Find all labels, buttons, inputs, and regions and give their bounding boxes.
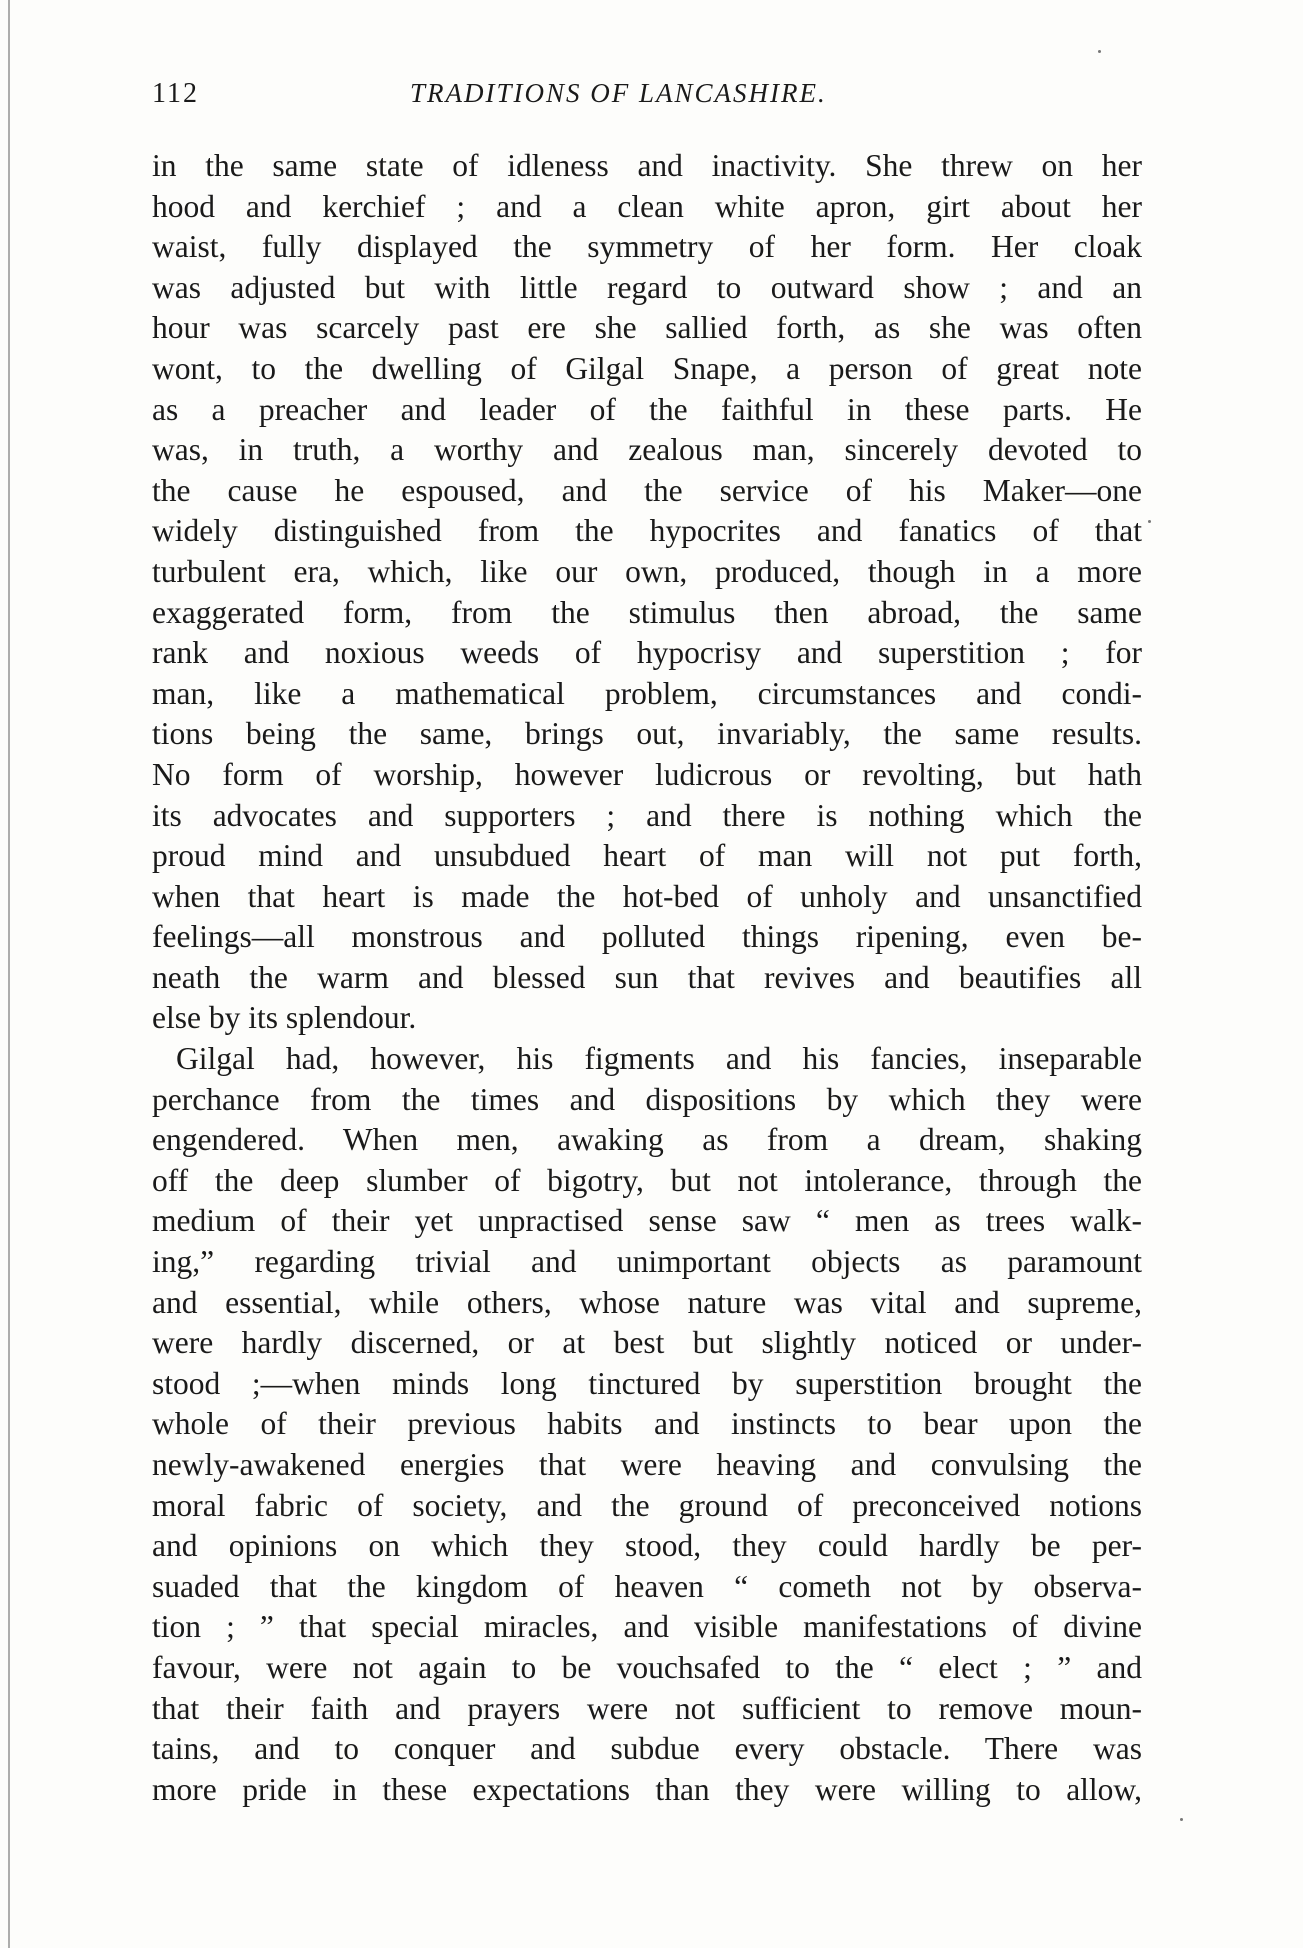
text-line: turbulent era, which, like our own, produced, though in a more bbox=[152, 553, 1142, 589]
text-line: hood and kerchief ; and a clean white apron, girt about her bbox=[152, 188, 1142, 224]
text-line: Gilgal had, however, his figments and his fancies, inseparable bbox=[176, 1041, 1142, 1077]
text-line: tions being the same, brings out, invariably, the same results. bbox=[152, 716, 1142, 752]
text-line: and opinions on which they stood, they could hardly be per- bbox=[152, 1528, 1142, 1564]
text-line: more pride in these expectations than they were willing to allow, bbox=[152, 1771, 1142, 1807]
text-line: exaggerated form, from the stimulus then abroad, the same bbox=[152, 594, 1142, 630]
text-line: moral fabric of society, and the ground of preconceived notions bbox=[152, 1487, 1142, 1523]
text-line: wont, to the dwelling of Gilgal Snape, a person of great note bbox=[152, 350, 1142, 386]
text-line: and essential, while others, whose nature was vital and supreme, bbox=[152, 1284, 1142, 1320]
text-line: the cause he espoused, and the service of his Maker—one bbox=[152, 472, 1142, 508]
text-line: as a preacher and leader of the faithful in these parts. He bbox=[152, 391, 1142, 427]
text-line: engendered. When men, awaking as from a dream, shaking bbox=[152, 1122, 1142, 1158]
text-line: medium of their yet unpractised sense saw “ men as trees walk- bbox=[152, 1203, 1142, 1239]
paragraph-2 bbox=[152, 1039, 1142, 1810]
text-line: was, in truth, a worthy and zealous man, sincerely devoted to bbox=[152, 432, 1142, 468]
text-line: tains, and to conquer and subdue every obstacle. There was bbox=[152, 1731, 1142, 1767]
text-line: perchance from the times and dispositions by which they were bbox=[152, 1081, 1142, 1117]
text-line: proud mind and unsubdued heart of man will not put forth, bbox=[152, 838, 1142, 874]
text-line: suaded that the kingdom of heaven “ cometh not by observa- bbox=[152, 1568, 1142, 1604]
text-line: off the deep slumber of bigotry, but not intolerance, through the bbox=[152, 1162, 1142, 1198]
text-line: hour was scarcely past ere she sallied forth, as she was often bbox=[152, 310, 1142, 346]
running-title: TRADITIONS OF LANCASHIRE. bbox=[410, 78, 827, 108]
text-line: widely distinguished from the hypocrites and fanatics of that bbox=[152, 513, 1142, 549]
text-line: when that heart is made the hot-bed of unholy and unsanctified bbox=[152, 878, 1142, 914]
text-line: rank and noxious weeds of hypocrisy and superstition ; for bbox=[152, 635, 1142, 671]
text-line: No form of worship, however ludicrous or revolting, but hath bbox=[152, 756, 1142, 792]
text-line: ing,” regarding trivial and unimportant objects as paramount bbox=[152, 1244, 1142, 1280]
text-line: else by its splendour. bbox=[152, 1000, 417, 1036]
text-line: favour, were not again to be vouchsafed to the “ elect ; ” and bbox=[152, 1649, 1142, 1685]
text-line: feelings—all monstrous and polluted things ripening, even be- bbox=[152, 919, 1142, 955]
text-line: that their faith and prayers were not sufficient to remove moun- bbox=[152, 1690, 1142, 1726]
text-line: were hardly discerned, or at best but slightly noticed or under- bbox=[152, 1325, 1142, 1361]
text-line: waist, fully displayed the symmetry of her form. Her cloak bbox=[152, 229, 1142, 265]
text-line: stood ;—when minds long tinctured by superstition brought the bbox=[152, 1365, 1142, 1401]
text-line: in the same state of idleness and inactivity. She threw on her bbox=[152, 148, 1142, 183]
text-line: man, like a mathematical problem, circumstances and condi- bbox=[152, 675, 1142, 711]
text-line: neath the warm and blessed sun that revives and beautifies all bbox=[152, 959, 1142, 995]
paper-speck bbox=[1180, 1818, 1183, 1821]
page-header bbox=[0, 78, 1303, 118]
text-line: newly-awakened energies that were heaving and convulsing the bbox=[152, 1447, 1142, 1482]
paper-speck bbox=[1148, 520, 1151, 523]
page-binding-edge bbox=[8, 0, 10, 1948]
page-number: 112 bbox=[152, 78, 199, 109]
text-line: was adjusted but with little regard to outward show ; and an bbox=[152, 269, 1142, 305]
text-line: its advocates and supporters ; and there is nothing which the bbox=[152, 797, 1142, 833]
paper-speck bbox=[1098, 50, 1101, 53]
text-line: whole of their previous habits and instincts to bear upon the bbox=[152, 1406, 1142, 1442]
text-line: tion ; ” that special miracles, and visible manifestations of divine bbox=[152, 1609, 1142, 1645]
body-text bbox=[152, 146, 1142, 1810]
paragraph-1 bbox=[152, 146, 1142, 1039]
